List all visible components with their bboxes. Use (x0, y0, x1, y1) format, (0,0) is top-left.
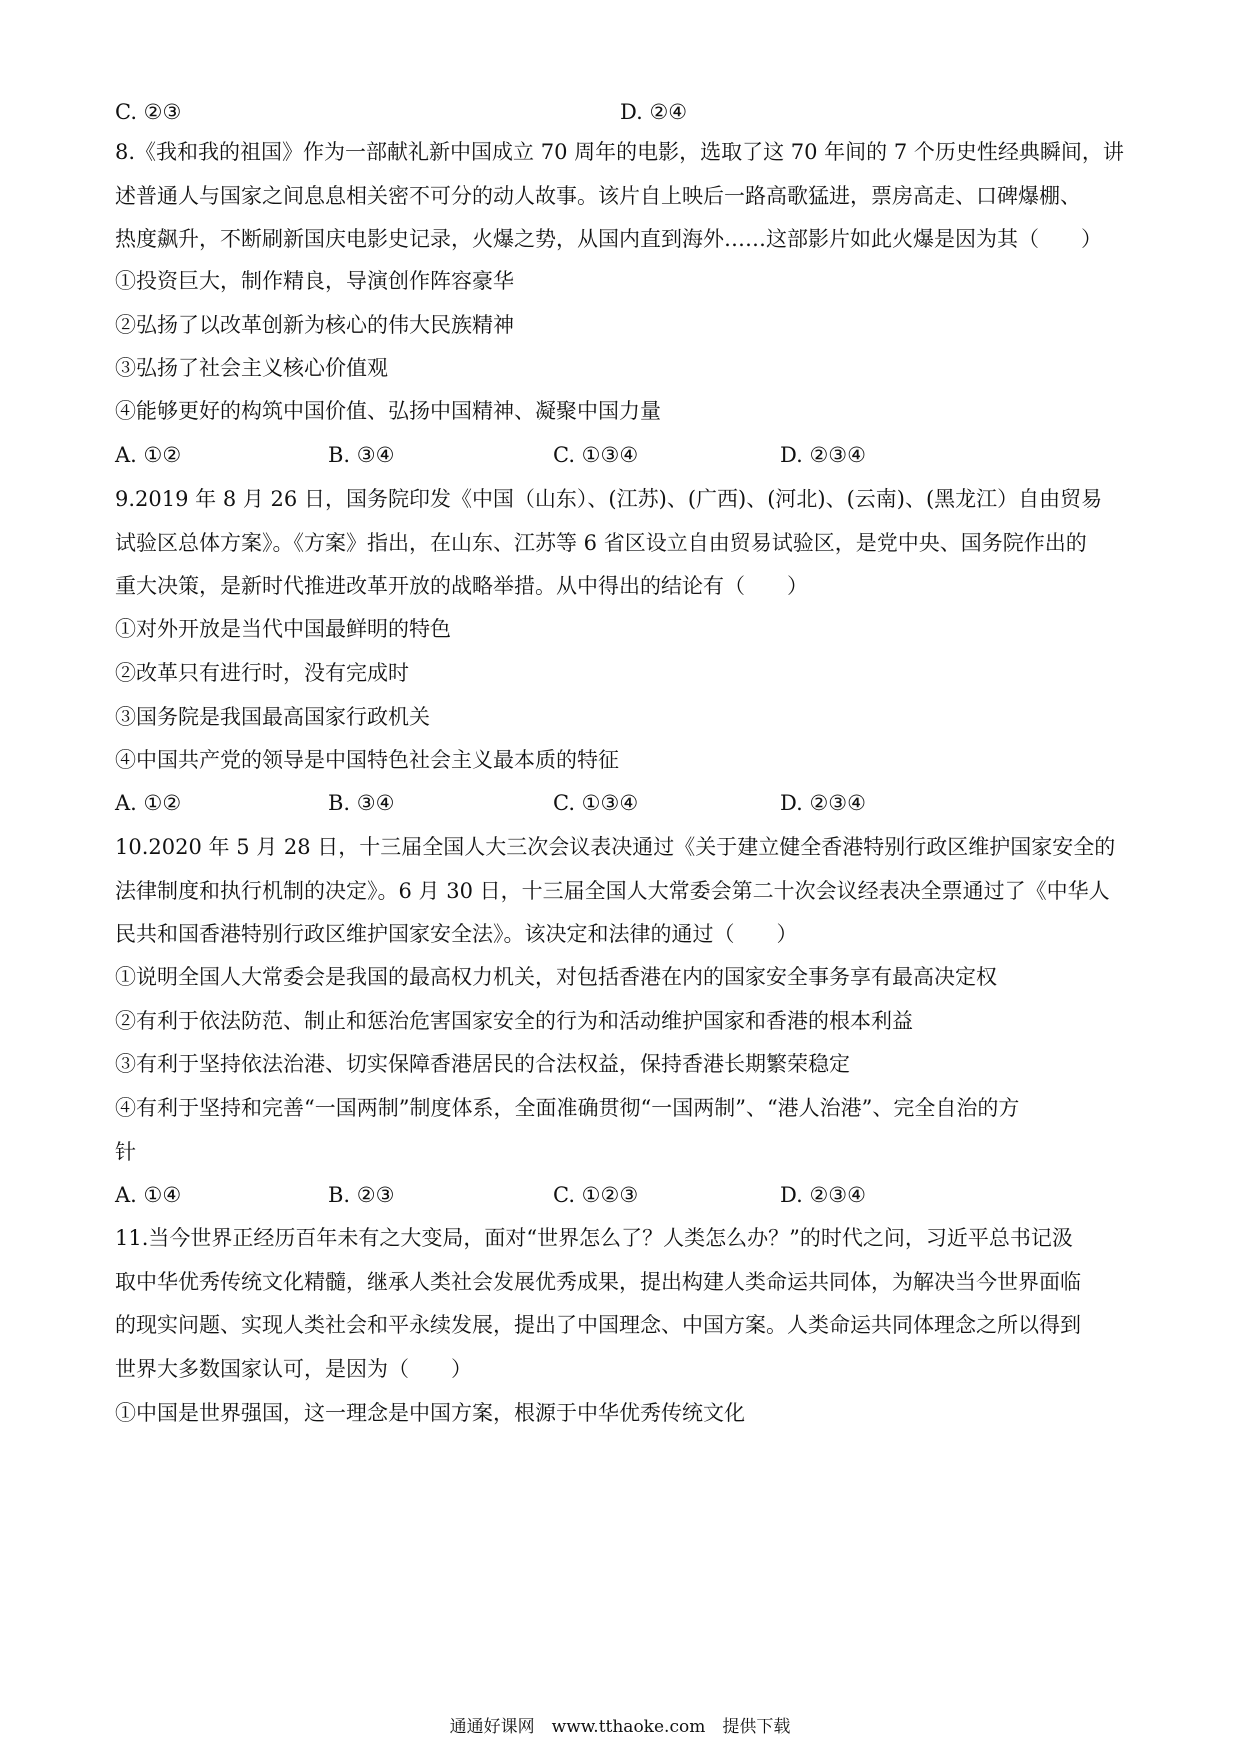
q7-option-d: D. ②④ (620, 100, 688, 124)
q8-stem-line-2: 述普通人与国家之间息息相关密不可分的动人故事。该片自上映后一路高歌猛进，票房高走、口碑爆棚、 (115, 184, 1081, 208)
q8-option-b: B. ③④ (328, 443, 395, 467)
q10-stem-line-1: 10.2020 年 5 月 28 日，十三届全国人大三次会议表决通过《关于建立健全香港特别行政区维护国家安全的 (115, 835, 1116, 859)
q9-item-4: ④中国共产党的领导是中国特色社会主义最本质的特征 (115, 748, 619, 772)
q8-item-4: ④能够更好的构筑中国价值、弘扬中国精神、凝聚中国力量 (115, 399, 661, 423)
q9-item-3: ③国务院是我国最高国家行政机关 (115, 705, 430, 729)
q11-item-1: ①中国是世界强国，这一理念是中国方案，根源于中华优秀传统文化 (115, 1401, 745, 1425)
q10-item-1: ①说明全国人大常委会是我国的最高权力机关，对包括香港在内的国家安全事务享有最高决定权 (115, 965, 997, 989)
q8-item-1: ①投资巨大，制作精良，导演创作阵容豪华 (115, 269, 514, 293)
q10-options (115, 1180, 1135, 1210)
q9-option-d: D. ②③④ (780, 791, 866, 815)
q9-stem-line-3: 重大决策，是新时代推进改革开放的战略举措。从中得出的结论有（ ） (115, 574, 808, 598)
q10-option-d: D. ②③④ (780, 1183, 866, 1207)
q10-item-4-cont: 针 (115, 1140, 136, 1164)
q8-item-2: ②弘扬了以改革创新为核心的伟大民族精神 (115, 313, 514, 337)
q8-item-3: ③弘扬了社会主义核心价值观 (115, 356, 388, 380)
q8-stem-line-1: 8.《我和我的祖国》作为一部献礼新中国成立 70 周年的电影，选取了这 70 年间的 7 个历史性经典瞬间，讲 (115, 140, 1124, 164)
q11-stem-line-3: 的现实问题、实现人类社会和平永续发展，提出了中国理念、中国方案。人类命运共同体理念之所以得到 (115, 1313, 1081, 1337)
q7-options (115, 97, 1135, 127)
q10-item-3: ③有利于坚持依法治港、切实保障香港居民的合法权益，保持香港长期繁荣稳定 (115, 1052, 850, 1076)
q8-option-d: D. ②③④ (780, 443, 866, 467)
q9-option-b: B. ③④ (328, 791, 395, 815)
q9-stem-line-2: 试验区总体方案》。《方案》指出，在山东、江苏等 6 省区设立自由贸易试验区，是党中央、国务院作出的 (115, 531, 1087, 555)
q8-option-a: A. ①② (115, 443, 182, 467)
q9-stem-line-1: 9.2019 年 8 月 26 日，国务院印发《中国（山东）、(江苏)、(广西)、(河北)、(云南)、(黑龙江）自由贸易 (115, 487, 1103, 511)
q9-option-c: C. ①③④ (553, 791, 639, 815)
q11-stem-line-4: 世界大多数国家认可，是因为（ ） (115, 1357, 472, 1381)
q10-stem-line-3: 民共和国香港特别行政区维护国家安全法》。该决定和法律的通过（ ） (115, 922, 798, 946)
q10-item-4: ④有利于坚持和完善“一国两制”制度体系，全面准确贯彻“一国两制”、“港人治港”、完全自治的方 (115, 1096, 1020, 1120)
q9-options (115, 788, 1135, 818)
page-footer: 通通好课网 www.tthaoke.com 提供下载 (449, 1717, 791, 1737)
q9-item-2: ②改革只有进行时，没有完成时 (115, 661, 409, 685)
q8-option-c: C. ①③④ (553, 443, 639, 467)
q10-item-2: ②有利于依法防范、制止和惩治危害国家安全的行为和活动维护国家和香港的根本利益 (115, 1009, 913, 1033)
q10-option-a: A. ①④ (115, 1183, 182, 1207)
q11-stem-line-2: 取中华优秀传统文化精髓，继承人类社会发展优秀成果，提出构建人类命运共同体，为解决当今世界面临 (115, 1270, 1081, 1294)
q10-stem-line-2: 法律制度和执行机制的决定》。6 月 30 日，十三届全国人大常委会第二十次会议经表决全票通过了《中华人 (115, 879, 1110, 903)
q10-option-b: B. ②③ (328, 1183, 395, 1207)
q9-option-a: A. ①② (115, 791, 182, 815)
q10-option-c: C. ①②③ (553, 1183, 639, 1207)
q9-item-1: ①对外开放是当代中国最鲜明的特色 (115, 617, 451, 641)
q7-option-c: C. ②③ (115, 100, 182, 124)
q8-stem-line-3: 热度飙升，不断刷新国庆电影史记录，火爆之势，从国内直到海外……这部影片如此火爆是因为其（ ） (115, 227, 1102, 251)
q11-stem-line-1: 11.当今世界正经历百年未有之大变局，面对“世界怎么了？人类怎么办？”的时代之问，习近平总书记汲 (115, 1226, 1073, 1250)
q8-options (115, 440, 1135, 470)
